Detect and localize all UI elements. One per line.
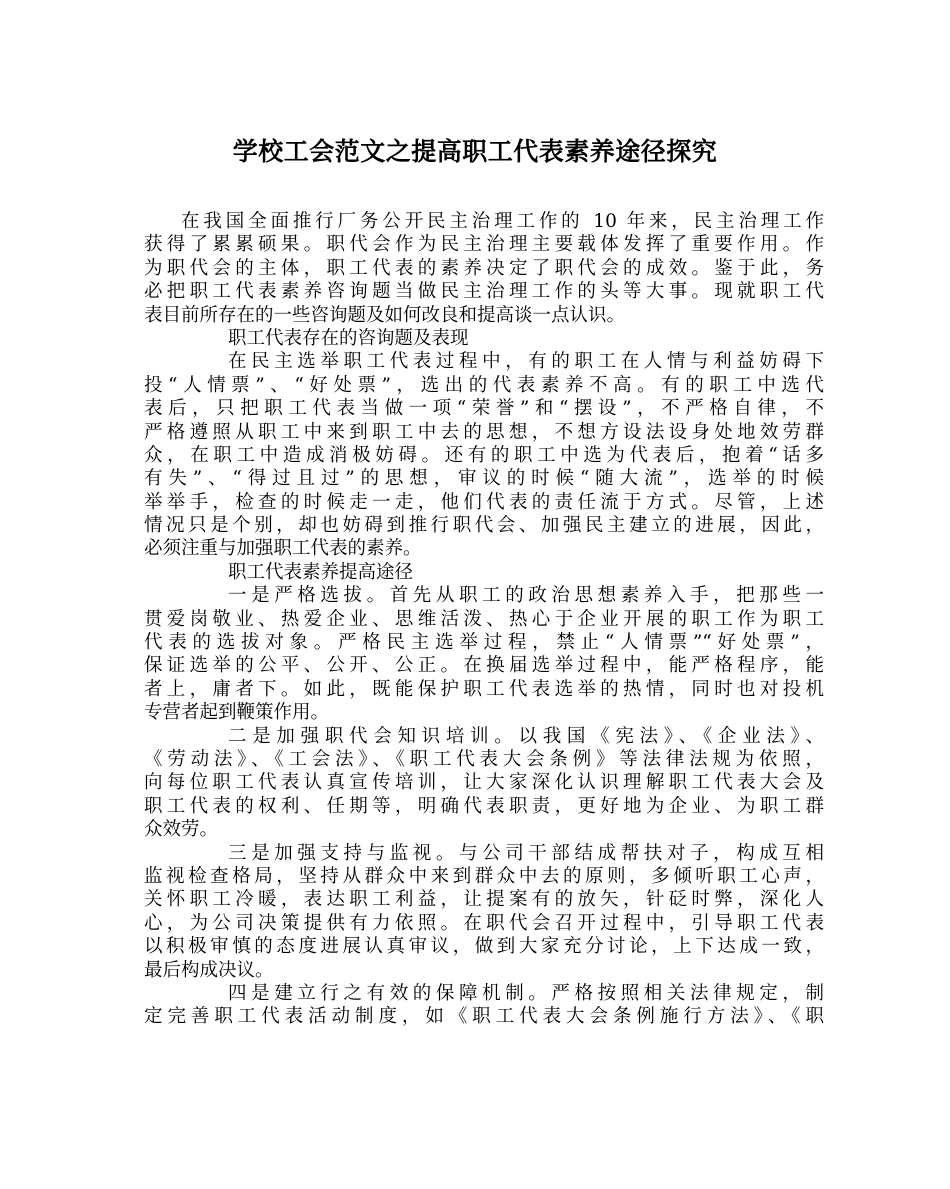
paragraph-line: 专营者起到鞭策作用。 [144, 702, 330, 724]
paragraph-line: 保证选举的公平、公开、公正。在换届选举过程中，能严格程序，能 [144, 655, 824, 677]
paragraph-line: 举举手，检查的时候走一走，他们代表的责任流于方式。尽管，上述 [144, 491, 824, 513]
paragraph-line: 众效劳。 [144, 819, 219, 841]
document-body [144, 210, 824, 1029]
paragraph-line: 向每位职工代表认真宣传培训，让大家深化认识理解职工代表大会及 [144, 772, 824, 794]
paragraph-line: 心，为公司决策提供有力依照。在职代会召开过程中，引导职工代表 [144, 912, 824, 934]
paragraph-line: 表目前所存在的一些咨询题及如何改良和提高谈一点认识。 [144, 304, 626, 326]
paragraph-line: 监视检查格局，坚持从群众中来到群众中去的原则，多倾听职工心声， [144, 865, 824, 887]
document-title: 学校工会范文之提高职工代表素养途径探究 [232, 137, 718, 166]
paragraph-line: 为职代会的主体，职工代表的素养决定了职代会的成效。鉴于此，务 [144, 257, 824, 279]
paragraph-line: 最后构成决议。 [144, 959, 274, 981]
paragraph-line: 获得了累累硕果。职代会作为民主治理主要载体发挥了重要作用。作 [144, 234, 824, 256]
section-heading: 职工代表素养提高途径 [228, 561, 414, 583]
paragraph-line: 有失”、“得过且过”的思想，审议的时候“随大流”，选举的时候 [144, 468, 824, 490]
section-heading: 职工代表存在的咨询题及表现 [228, 327, 469, 349]
paragraph-line: 以积极审慎的态度进展认真审议，做到大家充分讨论，上下达成一致， [144, 936, 824, 958]
paragraph-line: 关怀职工冷暖，表达职工利益，让提案有的放矢，针砭时弊，深化人 [144, 889, 824, 911]
paragraph-line: 表后，只把职工代表当做一项“荣誉”和“摆设”，不严格自律，不 [144, 398, 824, 420]
paragraph-line: 者上，庸者下。如此，既能保护职工代表选举的热情，同时也对投机 [144, 678, 824, 700]
paragraph-line: 情况只是个别，却也妨碍到推行职代会、加强民主建立的进展，因此， [144, 515, 824, 537]
paragraph-line: 定完善职工代表活动制度，如《职工代表大会条例施行方法》、《职 [144, 1006, 824, 1028]
paragraph-line: 在民主选举职工代表过程中，有的职工在人情与利益妨碍下 [228, 351, 824, 373]
paragraph-line: 必须注重与加强职工代表的素养。 [144, 538, 422, 560]
paragraph-line: 四是建立行之有效的保障机制。严格按照相关法律规定，制 [228, 982, 824, 1004]
paragraph-line: 一是严格选拔。首先从职工的政治思想素养入手，把那些一 [228, 585, 824, 607]
paragraph-line: 严格遵照从职工中来到职工中去的思想，不想方设法设身处地效劳群 [144, 421, 824, 443]
paragraph-line: 投“人情票”、“好处票”，选出的代表素养不高。有的职工中选代 [144, 374, 824, 396]
paragraph-line: 必把职工代表素养咨询题当做民主治理工作的头等大事。现就职工代 [144, 281, 824, 303]
paragraph-line: 二是加强职代会知识培训。以我国《宪法》、《企业法》、 [228, 725, 824, 747]
paragraph-line: 在我国全面推行厂务公开民主治理工作的 10 年来，民主治理工作 [181, 211, 824, 232]
paragraph-line: 三是加强支持与监视。与公司干部结成帮扶对子，构成互相 [228, 842, 824, 864]
paragraph-line: 贯爱岗敬业、热爱企业、思维活泼、热心于企业开展的职工作为职工 [144, 608, 824, 630]
paragraph-line: 众，在职工中造成消极妨碍。还有的职工中选为代表后，抱着“话多 [144, 444, 824, 466]
paragraph-line: 《劳动法》、《工会法》、《职工代表大会条例》等法律法规为依照， [144, 748, 824, 770]
paragraph-line: 职工代表的权利、任期等，明确代表职责，更好地为企业、为职工群 [144, 795, 824, 817]
paragraph-line: 代表的选拔对象。严格民主选举过程，禁止“人情票”“好处票”， [144, 632, 824, 654]
